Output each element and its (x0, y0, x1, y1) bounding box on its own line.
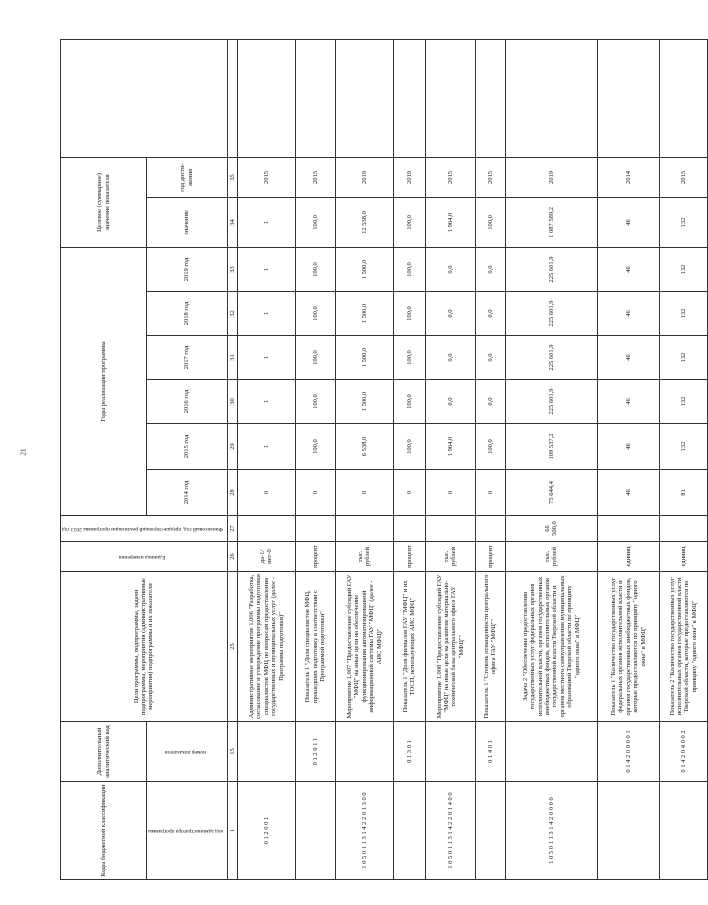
row-2017: 0,0 (475, 336, 505, 380)
row-description: Административное мероприятие 1.006 "Разработка, согласование и утверждение программы подготовки специалистов МФЦ по вопросам предоставления государственных и муниципальных услуг (далее - Программа подготовки)" (237, 572, 295, 722)
row-2016: 100,0 (393, 380, 425, 424)
row-unit: процент (475, 542, 505, 572)
budget-code: 1 0 5 0 1 1 3 1 4 2 2 0 1 3 0 0 (335, 782, 393, 880)
row-2015: 109 537,2 (505, 424, 597, 470)
extra-code (335, 722, 393, 782)
col-number: 27 (227, 516, 237, 542)
row-2017: 132 (659, 336, 707, 380)
row-description: Мероприятие 1.008 "Предоставление субсидий ГАУ "МФЦ" на иные цели на развитие материально-технической базы центрального офиса ГАУ "МФЦ"" (425, 572, 475, 722)
row-target: 100,0 (475, 197, 505, 247)
budget-code (393, 782, 425, 880)
col-number: 28 (227, 470, 237, 516)
header-year-2017: 2017 год (147, 336, 227, 380)
row-unit: единиц (597, 542, 659, 572)
row-2019: 132 (659, 247, 707, 291)
row-description: Мероприятие 1.007 "Предоставление субсидий ГАУ "МФЦ" на иные цели на обеспечение функционирования автоматизированной информационной системы ГАУ "МФЦ" (далее - АИС МФЦ)" (335, 572, 393, 722)
row-target: 46 (597, 197, 659, 247)
row-2014: 0 (237, 470, 295, 516)
table-row (475, 39, 505, 879)
row-base (335, 516, 393, 542)
row-base (295, 516, 335, 542)
row-2015: 100,0 (393, 424, 425, 470)
row-2015: 46 (597, 424, 659, 470)
row-target-year: 2015 (425, 157, 475, 197)
row-unit: тыс. рублей (335, 542, 393, 572)
row-2018: 46 (597, 292, 659, 336)
row-target-year: 2015 (237, 157, 295, 197)
row-2016: 0,0 (425, 380, 475, 424)
col-number: 31 (227, 336, 237, 380)
extra-code: 0 1 4 2 0 0 0 0 1 (597, 722, 659, 782)
budget-code: 0 1 2 0 0 1 (237, 782, 295, 880)
row-2017: 100,0 (393, 336, 425, 380)
row-unit: тыс. рублей (505, 542, 597, 572)
row-2019: 100,0 (295, 247, 335, 291)
row-target: 1 087 589,2 (505, 197, 597, 247)
row-base (425, 516, 475, 542)
col-number-spacer (227, 39, 237, 157)
row-2018: 1 (237, 292, 295, 336)
row-unit: процент (393, 542, 425, 572)
row-base (597, 516, 659, 542)
row-2014: 0 (393, 470, 425, 516)
row-2017: 1 500,0 (335, 336, 393, 380)
row-target-year: 2014 (597, 157, 659, 197)
col-number: 1 (227, 782, 237, 880)
row-2019: 0,0 (475, 247, 505, 291)
row-2019: 46 (597, 247, 659, 291)
row-target: 132 (659, 197, 707, 247)
table-body (237, 39, 707, 879)
row-description: Показатель 2 "Количество государственных услуг исполнительных органов государственной власти Тверской области, которые предоставляются по принципу "одного окна" в МФЦ" (659, 572, 707, 722)
row-2014: 75 644,4 (505, 470, 597, 516)
col-number: 35 (227, 157, 237, 197)
row-unit: тыс. рублей (425, 542, 475, 572)
row-2017: 46 (597, 336, 659, 380)
document-page (60, 40, 698, 880)
table-row (425, 39, 475, 879)
table-row (597, 39, 659, 879)
header-goals: Цели программы, подпрограммы, задачи подпрограммы, мероприятия (административные мероприятия) подпрограммы и их показатели (61, 572, 228, 722)
row-2018: 100,0 (295, 292, 335, 336)
row-2014: 0 (425, 470, 475, 516)
page-number: 21 (19, 448, 28, 456)
extra-code (237, 722, 295, 782)
budget-code (295, 782, 335, 880)
row-2016: 1 (237, 380, 295, 424)
row-2018: 1 500,0 (335, 292, 393, 336)
row-base (475, 516, 505, 542)
row-2019: 1 500,0 (335, 247, 393, 291)
row-2018: 100,0 (393, 292, 425, 336)
table-row (295, 39, 335, 879)
col-number: 33 (227, 247, 237, 291)
header-years-group: Годы реализации программы (61, 247, 147, 515)
budget-code: 1 0 5 0 1 1 3 1 4 2 0 0 0 0 (505, 782, 597, 880)
row-2014: 0 (475, 470, 505, 516)
row-2015: 6 538,0 (335, 424, 393, 470)
extra-code: 0 1 3 0 1 (393, 722, 425, 782)
budget-code (597, 782, 659, 880)
row-2017: 0,0 (425, 336, 475, 380)
header-base-year: Финансовый год, предшествующий реализации программы 2013 год (61, 516, 228, 542)
row-2016: 132 (659, 380, 707, 424)
row-2014: 46 (597, 470, 659, 516)
table-row (393, 39, 425, 879)
row-base: 66 500,0 (505, 516, 597, 542)
col-number: 26 (227, 542, 237, 572)
row-2016: 225 601,9 (505, 380, 597, 424)
header-target-year: год дости-жения (147, 157, 227, 197)
extra-code (505, 722, 597, 782)
budget-code (475, 782, 505, 880)
row-2015: 100,0 (475, 424, 505, 470)
row-2016: 1 500,0 (335, 380, 393, 424)
row-2015: 100,0 (295, 424, 335, 470)
header-target-value: значение (147, 197, 227, 247)
row-2014: 0 (335, 470, 393, 516)
budget-code: 1 0 5 0 1 1 3 1 4 2 2 0 1 4 0 0 (425, 782, 475, 880)
row-unit: да-1/нет-0 (237, 542, 295, 572)
row-2019: 100,0 (393, 247, 425, 291)
row-target: 100,0 (295, 197, 335, 247)
header-target-group: Целевое (суммарное) значение показателя (61, 157, 147, 247)
row-target: 100,0 (393, 197, 425, 247)
table-row (505, 39, 597, 879)
table-row (335, 39, 393, 879)
row-2018: 0,0 (425, 292, 475, 336)
row-description: Показатель 1 "Доля специалистов МФЦ, прошедших подготовку в соответствии с Программой подготовки" (295, 572, 335, 722)
extra-code (425, 722, 475, 782)
row-2017: 1 (237, 336, 295, 380)
header-year-2016: 2016 год (147, 380, 227, 424)
row-target-year: 2015 (295, 157, 335, 197)
program-table (60, 39, 708, 880)
row-2018: 0,0 (475, 292, 505, 336)
row-target-year: 2015 (475, 157, 505, 197)
row-2019: 1 (237, 247, 295, 291)
extra-code: 0 1 2 0 1 1 (295, 722, 335, 782)
row-target: 1 964,0 (425, 197, 475, 247)
budget-code (659, 782, 707, 880)
row-target-year: 2019 (335, 157, 393, 197)
row-2016: 100,0 (295, 380, 335, 424)
row-2015: 132 (659, 424, 707, 470)
row-2018: 225 601,9 (505, 292, 597, 336)
row-unit: процент (295, 542, 335, 572)
row-2016: 46 (597, 380, 659, 424)
header-year-2014: 2014 год (147, 470, 227, 516)
row-target-year: 2019 (505, 157, 597, 197)
col-number: 15 (227, 722, 237, 782)
row-description: Показатель 1 "Количество государственных услуг федеральных органов исполнительной власти и органов государственных внебюджетных фондов, которые предоставляются по принципу "одного окна" в МФЦ" (597, 572, 659, 722)
header-year-2015: 2015 год (147, 424, 227, 470)
row-base (393, 516, 425, 542)
header-budget-codes: код администратора программы (147, 782, 227, 880)
row-target: 1 (237, 197, 295, 247)
row-target-year: 2019 (393, 157, 425, 197)
row-target: 12 538,0 (335, 197, 393, 247)
rotated-table-wrapper (60, 40, 698, 880)
header-year-2018: 2018 год (147, 292, 227, 336)
row-base (237, 516, 295, 542)
header-year-2019: 2019 год (147, 247, 227, 291)
row-target-year: 2015 (659, 157, 707, 197)
row-2014: 81 (659, 470, 707, 516)
header-spacer (61, 39, 228, 157)
table-row (237, 39, 295, 879)
row-base (659, 516, 707, 542)
header-extra-codes: номер показателя (147, 722, 227, 782)
col-number: 34 (227, 197, 237, 247)
row-unit: единиц (659, 542, 707, 572)
row-description: Показатель 1 "Доля филиалов ГАУ "МФЦ" и их ТОСП, использующих АИС МФЦ" (393, 572, 425, 722)
col-number: 29 (227, 424, 237, 470)
row-description: Задача 2 "Обеспечение предоставления государственных услуг федеральных органов исполнительной власти, органов государственных внебюджетных фондов, исполнительных органов государственной власти Тверской области и органов местного самоуправления муниципальных образований Тверской области по принципу "одного окна" в МФЦ" (505, 572, 597, 722)
row-2017: 100,0 (295, 336, 335, 380)
col-number: 25 (227, 572, 237, 722)
row-2014: 0 (295, 470, 335, 516)
col-number: 30 (227, 380, 237, 424)
row-2015: 1 964,0 (425, 424, 475, 470)
row-2019: 0,0 (425, 247, 475, 291)
header-unit: Единица измерения (61, 542, 228, 572)
header-budget-group: Коды бюджетной классификации (61, 782, 147, 880)
extra-code: 0 1 4 0 1 (475, 722, 505, 782)
row-2018: 132 (659, 292, 707, 336)
row-2019: 225 601,9 (505, 247, 597, 291)
table-row (659, 39, 707, 879)
row-2017: 225 601,9 (505, 336, 597, 380)
col-number: 32 (227, 292, 237, 336)
row-description: Показатель 1 "Степень оснащенности центрального офиса ГАУ "МФЦ"" (475, 572, 505, 722)
row-2015: 1 (237, 424, 295, 470)
header-extra-group: Дополнительный аналитический код (61, 722, 147, 782)
extra-code: 0 1 4 2 0 4 0 0 2 (659, 722, 707, 782)
row-2016: 0,0 (475, 380, 505, 424)
